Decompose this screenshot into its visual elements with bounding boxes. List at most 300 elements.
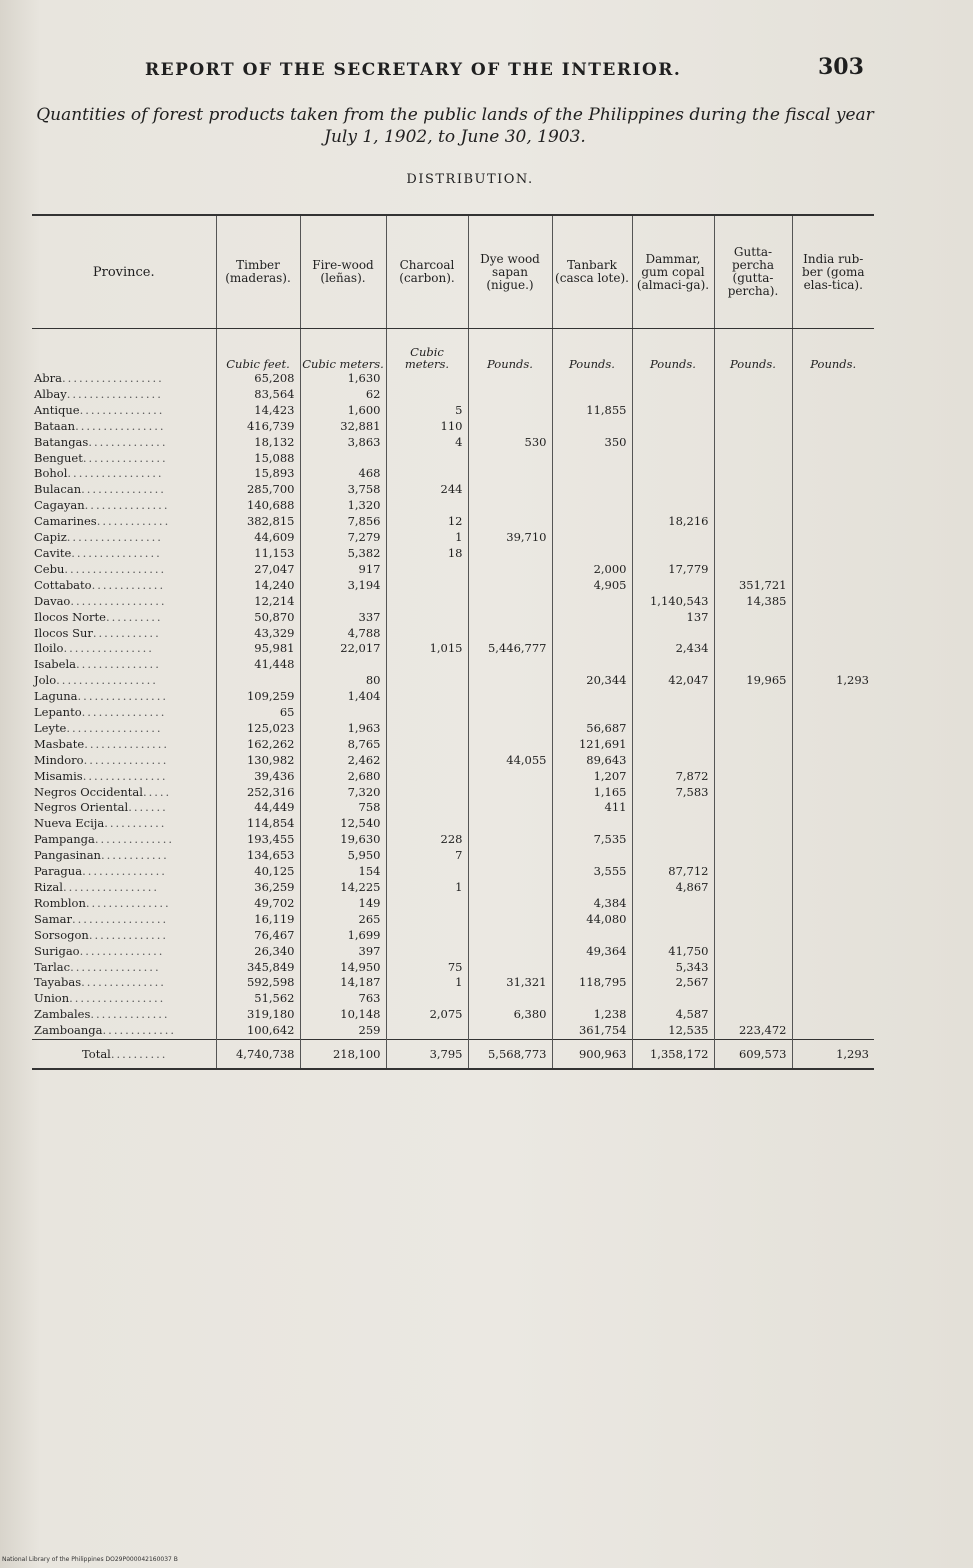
province-label: Lepanto bbox=[34, 705, 82, 720]
cell-charcoal bbox=[386, 498, 468, 514]
cell-rubber bbox=[792, 466, 874, 482]
cell-tanbark bbox=[552, 610, 632, 626]
table-row bbox=[32, 896, 874, 912]
cell-dyewood bbox=[468, 546, 552, 562]
cell-firewood: 4,788 bbox=[300, 626, 386, 642]
cell-charcoal: 1 bbox=[386, 975, 468, 991]
province-label: Sorsogon bbox=[34, 927, 89, 942]
cell-timber: 83,564 bbox=[216, 387, 300, 403]
cell-firewood: 1,963 bbox=[300, 721, 386, 737]
cell-firewood: 259 bbox=[300, 1023, 386, 1039]
cell-firewood: 397 bbox=[300, 944, 386, 960]
cell-charcoal bbox=[386, 689, 468, 705]
cell-dyewood: 39,710 bbox=[468, 530, 552, 546]
cell-timber: 14,240 bbox=[216, 578, 300, 594]
cell-rubber bbox=[792, 419, 874, 435]
total-dammar: 1,358,172 bbox=[632, 1040, 714, 1070]
cell-firewood: 80 bbox=[300, 673, 386, 689]
province-name bbox=[32, 896, 216, 912]
cell-dyewood bbox=[468, 721, 552, 737]
cell-charcoal bbox=[386, 657, 468, 673]
cell-gutta bbox=[714, 944, 792, 960]
cell-dammar bbox=[632, 721, 714, 737]
cell-rubber bbox=[792, 928, 874, 944]
cell-tanbark: 1,238 bbox=[552, 1007, 632, 1023]
cell-firewood: 62 bbox=[300, 387, 386, 403]
col-header-tanbark: Tanbark (casca lote). bbox=[552, 215, 632, 329]
cell-timber: 140,688 bbox=[216, 498, 300, 514]
cell-dammar: 41,750 bbox=[632, 944, 714, 960]
cell-timber: 15,893 bbox=[216, 466, 300, 482]
cell-charcoal: 1,015 bbox=[386, 641, 468, 657]
cell-dammar bbox=[632, 578, 714, 594]
cell-dyewood bbox=[468, 944, 552, 960]
dot-leader: ............ bbox=[100, 848, 169, 863]
province-label: Pangasinan bbox=[34, 848, 101, 863]
province-name bbox=[32, 769, 216, 785]
cell-charcoal bbox=[386, 896, 468, 912]
province-name bbox=[32, 514, 216, 530]
cell-rubber bbox=[792, 880, 874, 896]
cell-firewood: 22,017 bbox=[300, 641, 386, 657]
province-label: Iloilo bbox=[34, 641, 64, 656]
cell-dammar bbox=[632, 657, 714, 673]
dot-leader: ................. bbox=[72, 911, 169, 926]
dot-leader: ................. bbox=[62, 880, 160, 894]
cell-timber: 109,259 bbox=[216, 689, 300, 705]
province-label: Bulacan bbox=[34, 482, 82, 497]
cell-charcoal bbox=[386, 928, 468, 944]
col-header-charcoal: Charcoal (carbon). bbox=[386, 215, 468, 329]
cell-timber: 193,455 bbox=[216, 832, 300, 848]
province-name bbox=[32, 498, 216, 514]
dot-leader: ............... bbox=[79, 943, 165, 958]
province-label: Tarlac bbox=[34, 959, 71, 974]
table-row bbox=[32, 1007, 874, 1023]
cell-dyewood bbox=[468, 657, 552, 673]
province-label: Bataan bbox=[34, 418, 76, 433]
cell-firewood: 5,950 bbox=[300, 848, 386, 864]
cell-rubber bbox=[792, 594, 874, 610]
unit-cell: Cubic meters. bbox=[386, 329, 468, 372]
dot-leader: ................ bbox=[63, 641, 154, 656]
cell-tanbark bbox=[552, 514, 632, 530]
cell-charcoal bbox=[386, 626, 468, 642]
cell-firewood: 3,194 bbox=[300, 578, 386, 594]
cell-timber: 382,815 bbox=[216, 514, 300, 530]
cell-charcoal bbox=[386, 387, 468, 403]
cell-rubber bbox=[792, 546, 874, 562]
province-name bbox=[32, 403, 216, 419]
cell-timber: 76,467 bbox=[216, 928, 300, 944]
dot-leader: .............. bbox=[88, 927, 169, 942]
cell-dammar bbox=[632, 928, 714, 944]
cell-timber: 14,423 bbox=[216, 403, 300, 419]
cell-dammar bbox=[632, 753, 714, 769]
province-name bbox=[32, 975, 216, 991]
cell-rubber bbox=[792, 482, 874, 498]
province-label: Laguna bbox=[34, 689, 78, 704]
province-label: Romblon bbox=[34, 895, 86, 910]
cell-dyewood: 5,446,777 bbox=[468, 641, 552, 657]
cell-timber: 27,047 bbox=[216, 562, 300, 578]
province-name bbox=[32, 991, 216, 1007]
col-header-dyewood: Dye wood sapan (nigue.) bbox=[468, 215, 552, 329]
cell-gutta: 19,965 bbox=[714, 673, 792, 689]
cell-dammar bbox=[632, 896, 714, 912]
dot-leader: ................ bbox=[77, 689, 169, 704]
dot-leader: .................. bbox=[62, 371, 164, 385]
dot-leader: ................ bbox=[75, 418, 166, 433]
cell-dyewood bbox=[468, 800, 552, 816]
col-header-rubber: India rub-ber (goma elas-tica). bbox=[792, 215, 874, 329]
dot-leader: .......... bbox=[110, 1047, 168, 1062]
table-row bbox=[32, 546, 874, 562]
cell-timber: 95,981 bbox=[216, 641, 300, 657]
cell-charcoal: 75 bbox=[386, 960, 468, 976]
province-name bbox=[32, 800, 216, 816]
province-label: Zambales bbox=[34, 1007, 91, 1022]
table-row bbox=[32, 594, 874, 610]
cell-rubber bbox=[792, 451, 874, 467]
table-row bbox=[32, 482, 874, 498]
cell-gutta bbox=[714, 928, 792, 944]
cell-tanbark: 361,754 bbox=[552, 1023, 632, 1039]
cell-dyewood bbox=[468, 848, 552, 864]
dot-leader: .............. bbox=[94, 832, 175, 847]
cell-charcoal bbox=[386, 944, 468, 960]
cell-charcoal bbox=[386, 451, 468, 467]
unit-cell: Cubic feet. bbox=[216, 329, 300, 372]
dot-leader: ............. bbox=[91, 577, 166, 592]
cell-dammar bbox=[632, 451, 714, 467]
dot-leader: ........... bbox=[104, 816, 167, 831]
cell-dammar bbox=[632, 387, 714, 403]
cell-tanbark: 2,000 bbox=[552, 562, 632, 578]
cell-dammar bbox=[632, 371, 714, 387]
col-header-dammar: Dammar, gum copal (almaci-ga). bbox=[632, 215, 714, 329]
cell-firewood: 758 bbox=[300, 800, 386, 816]
cell-charcoal bbox=[386, 610, 468, 626]
total-gutta: 609,573 bbox=[714, 1040, 792, 1070]
province-name bbox=[32, 848, 216, 864]
table-row bbox=[32, 816, 874, 832]
province-label: Mindoro bbox=[34, 752, 84, 767]
cell-dyewood bbox=[468, 578, 552, 594]
province-label: Cebu bbox=[34, 561, 65, 576]
province-label: Jolo bbox=[34, 673, 57, 688]
province-label: Batangas bbox=[34, 434, 89, 449]
running-title: REPORT OF THE SECRETARY OF THE INTERIOR. bbox=[145, 60, 682, 80]
table-row bbox=[32, 451, 874, 467]
cell-dammar bbox=[632, 498, 714, 514]
province-label: Pampanga bbox=[34, 832, 95, 847]
dot-leader: ............... bbox=[81, 705, 167, 720]
cell-charcoal: 244 bbox=[386, 482, 468, 498]
cell-dyewood bbox=[468, 387, 552, 403]
table-row bbox=[32, 673, 874, 689]
table-row bbox=[32, 912, 874, 928]
cell-tanbark: 118,795 bbox=[552, 975, 632, 991]
table-row bbox=[32, 991, 874, 1007]
cell-rubber bbox=[792, 800, 874, 816]
cell-gutta bbox=[714, 482, 792, 498]
cell-timber: 51,562 bbox=[216, 991, 300, 1007]
total-rubber: 1,293 bbox=[792, 1040, 874, 1070]
cell-firewood bbox=[300, 705, 386, 721]
cell-timber: 41,448 bbox=[216, 657, 300, 673]
province-name bbox=[32, 562, 216, 578]
cell-dyewood bbox=[468, 928, 552, 944]
cell-firewood: 8,765 bbox=[300, 737, 386, 753]
cell-gutta: 223,472 bbox=[714, 1023, 792, 1039]
cell-timber: 44,609 bbox=[216, 530, 300, 546]
cell-timber: 16,119 bbox=[216, 912, 300, 928]
unit-cell: Pounds. bbox=[792, 329, 874, 372]
cell-firewood: 468 bbox=[300, 466, 386, 482]
cell-rubber bbox=[792, 769, 874, 785]
cell-tanbark bbox=[552, 641, 632, 657]
cell-rubber bbox=[792, 530, 874, 546]
cell-dyewood bbox=[468, 1023, 552, 1039]
cell-tanbark bbox=[552, 419, 632, 435]
cell-gutta bbox=[714, 785, 792, 801]
cell-tanbark bbox=[552, 451, 632, 467]
province-label: Cagayan bbox=[34, 498, 85, 513]
cell-dyewood bbox=[468, 705, 552, 721]
cell-rubber bbox=[792, 960, 874, 976]
col-header-timber: Timber (maderas). bbox=[216, 215, 300, 329]
cell-dyewood: 31,321 bbox=[468, 975, 552, 991]
cell-gutta bbox=[714, 626, 792, 642]
table-subheading: DISTRIBUTION. bbox=[406, 172, 534, 187]
table-row bbox=[32, 960, 874, 976]
province-label: Negros Occidental bbox=[34, 784, 143, 799]
table-row bbox=[32, 403, 874, 419]
cell-timber: 130,982 bbox=[216, 753, 300, 769]
province-name bbox=[32, 880, 216, 896]
dot-leader: .................. bbox=[64, 561, 167, 576]
province-label: Cavite bbox=[34, 545, 72, 560]
province-name bbox=[32, 657, 216, 673]
province-label: Bohol bbox=[34, 466, 68, 481]
cell-dyewood bbox=[468, 514, 552, 530]
dot-leader: .............. bbox=[88, 434, 168, 449]
dot-leader: ............. bbox=[102, 1023, 177, 1038]
dot-leader: ................. bbox=[70, 593, 167, 608]
province-name bbox=[32, 1023, 216, 1039]
cell-gutta bbox=[714, 816, 792, 832]
cell-dyewood bbox=[468, 864, 552, 880]
cell-charcoal: 7 bbox=[386, 848, 468, 864]
province-name bbox=[32, 912, 216, 928]
cell-gutta bbox=[714, 975, 792, 991]
cell-timber: 65 bbox=[216, 705, 300, 721]
province-label: Antique bbox=[34, 402, 80, 417]
total-row bbox=[32, 1040, 874, 1070]
cell-rubber bbox=[792, 753, 874, 769]
dot-leader: ................. bbox=[66, 386, 163, 401]
cell-charcoal: 228 bbox=[386, 832, 468, 848]
cell-tanbark: 7,535 bbox=[552, 832, 632, 848]
table-row bbox=[32, 785, 874, 801]
cell-firewood: 14,187 bbox=[300, 975, 386, 991]
province-label: Tayabas bbox=[34, 975, 82, 990]
cell-dammar: 12,535 bbox=[632, 1023, 714, 1039]
cell-dyewood bbox=[468, 991, 552, 1007]
dot-leader: ....... bbox=[128, 800, 168, 815]
cell-firewood: 265 bbox=[300, 912, 386, 928]
cell-tanbark bbox=[552, 816, 632, 832]
province-label: Zamboanga bbox=[34, 1023, 103, 1038]
cell-gutta bbox=[714, 419, 792, 435]
province-name bbox=[32, 530, 216, 546]
cell-gutta bbox=[714, 721, 792, 737]
cell-firewood: 1,630 bbox=[300, 371, 386, 387]
cell-tanbark: 350 bbox=[552, 435, 632, 451]
cell-timber: 416,739 bbox=[216, 419, 300, 435]
cell-dammar bbox=[632, 689, 714, 705]
cell-charcoal: 5 bbox=[386, 403, 468, 419]
cell-charcoal bbox=[386, 721, 468, 737]
cell-tanbark bbox=[552, 657, 632, 673]
province-label: Capiz bbox=[34, 530, 67, 545]
cell-dammar: 137 bbox=[632, 610, 714, 626]
units-row bbox=[32, 329, 874, 372]
cell-gutta bbox=[714, 880, 792, 896]
cell-rubber bbox=[792, 721, 874, 737]
province-name bbox=[32, 451, 216, 467]
cell-dyewood: 530 bbox=[468, 435, 552, 451]
cell-dammar: 17,779 bbox=[632, 562, 714, 578]
scan-footer: National Library of the Philippines DO29P000042160037 B bbox=[2, 1556, 178, 1563]
cell-charcoal: 4 bbox=[386, 435, 468, 451]
dot-leader: ............. bbox=[96, 514, 171, 529]
table-row bbox=[32, 641, 874, 657]
cell-timber bbox=[216, 673, 300, 689]
cell-gutta bbox=[714, 530, 792, 546]
cell-dammar: 1,140,543 bbox=[632, 594, 714, 610]
cell-dammar bbox=[632, 435, 714, 451]
cell-dyewood bbox=[468, 451, 552, 467]
cell-gutta bbox=[714, 800, 792, 816]
cell-firewood bbox=[300, 451, 386, 467]
cell-gutta bbox=[714, 514, 792, 530]
cell-rubber bbox=[792, 991, 874, 1007]
dot-leader: ................. bbox=[66, 720, 163, 735]
cell-tanbark: 1,207 bbox=[552, 769, 632, 785]
cell-timber: 49,702 bbox=[216, 896, 300, 912]
total-tanbark: 900,963 bbox=[552, 1040, 632, 1070]
cell-charcoal bbox=[386, 594, 468, 610]
province-name bbox=[32, 928, 216, 944]
province-name bbox=[32, 594, 216, 610]
cell-dyewood bbox=[468, 482, 552, 498]
col-header-firewood: Fire-wood (leñas). bbox=[300, 215, 386, 329]
cell-firewood: 1,320 bbox=[300, 498, 386, 514]
province-label: Ilocos Norte bbox=[34, 609, 106, 624]
cell-dammar bbox=[632, 912, 714, 928]
cell-charcoal bbox=[386, 912, 468, 928]
table-row bbox=[32, 928, 874, 944]
unit-cell: Pounds. bbox=[632, 329, 714, 372]
province-name bbox=[32, 673, 216, 689]
cell-timber: 11,153 bbox=[216, 546, 300, 562]
province-label: Negros Oriental bbox=[34, 800, 129, 815]
total-firewood: 218,100 bbox=[300, 1040, 386, 1070]
cell-charcoal bbox=[386, 578, 468, 594]
cell-tanbark: 11,855 bbox=[552, 403, 632, 419]
cell-tanbark bbox=[552, 705, 632, 721]
cell-gutta: 14,385 bbox=[714, 594, 792, 610]
cell-firewood bbox=[300, 657, 386, 673]
province-name bbox=[32, 371, 216, 387]
cell-rubber bbox=[792, 387, 874, 403]
province-label: Paragua bbox=[34, 864, 83, 879]
cell-timber: 12,214 bbox=[216, 594, 300, 610]
col-header-province: Province. bbox=[32, 215, 216, 329]
cell-rubber bbox=[792, 912, 874, 928]
table-row bbox=[32, 848, 874, 864]
cell-gutta bbox=[714, 753, 792, 769]
province-name bbox=[32, 546, 216, 562]
cell-timber: 40,125 bbox=[216, 864, 300, 880]
dot-leader: ............... bbox=[84, 736, 170, 751]
province-label: Nueva Ecija bbox=[34, 816, 105, 831]
province-label: Abra bbox=[34, 371, 63, 385]
cell-dyewood bbox=[468, 737, 552, 753]
cell-gutta bbox=[714, 848, 792, 864]
cell-dyewood bbox=[468, 466, 552, 482]
cell-timber: 100,642 bbox=[216, 1023, 300, 1039]
table-caption: Quantities of forest products taken from the public lands of the Philippines during the fiscal year July 1, 1902, to June 30, 1903. bbox=[36, 105, 874, 147]
cell-gutta bbox=[714, 689, 792, 705]
cell-dammar: 42,047 bbox=[632, 673, 714, 689]
cell-firewood bbox=[300, 594, 386, 610]
table-row bbox=[32, 626, 874, 642]
cell-firewood: 12,540 bbox=[300, 816, 386, 832]
cell-charcoal bbox=[386, 737, 468, 753]
cell-tanbark: 3,555 bbox=[552, 864, 632, 880]
cell-timber: 36,259 bbox=[216, 880, 300, 896]
cell-tanbark: 411 bbox=[552, 800, 632, 816]
cell-rubber bbox=[792, 578, 874, 594]
cell-firewood: 3,863 bbox=[300, 435, 386, 451]
cell-dammar bbox=[632, 816, 714, 832]
dot-leader: ............... bbox=[81, 482, 166, 497]
cell-gutta bbox=[714, 832, 792, 848]
table-row bbox=[32, 514, 874, 530]
cell-charcoal bbox=[386, 1023, 468, 1039]
cell-timber: 50,870 bbox=[216, 610, 300, 626]
cell-gutta bbox=[714, 737, 792, 753]
province-name bbox=[32, 641, 216, 657]
cell-dammar bbox=[632, 848, 714, 864]
unit-cell bbox=[32, 329, 216, 372]
province-name bbox=[32, 1007, 216, 1023]
cell-rubber bbox=[792, 514, 874, 530]
cell-charcoal bbox=[386, 673, 468, 689]
cell-rubber bbox=[792, 1007, 874, 1023]
cell-firewood: 154 bbox=[300, 864, 386, 880]
cell-firewood: 337 bbox=[300, 610, 386, 626]
cell-dyewood bbox=[468, 419, 552, 435]
cell-firewood: 7,856 bbox=[300, 514, 386, 530]
cell-charcoal: 1 bbox=[386, 880, 468, 896]
cell-dyewood bbox=[468, 498, 552, 514]
unit-cell: Pounds. bbox=[552, 329, 632, 372]
unit-cell: Pounds. bbox=[468, 329, 552, 372]
